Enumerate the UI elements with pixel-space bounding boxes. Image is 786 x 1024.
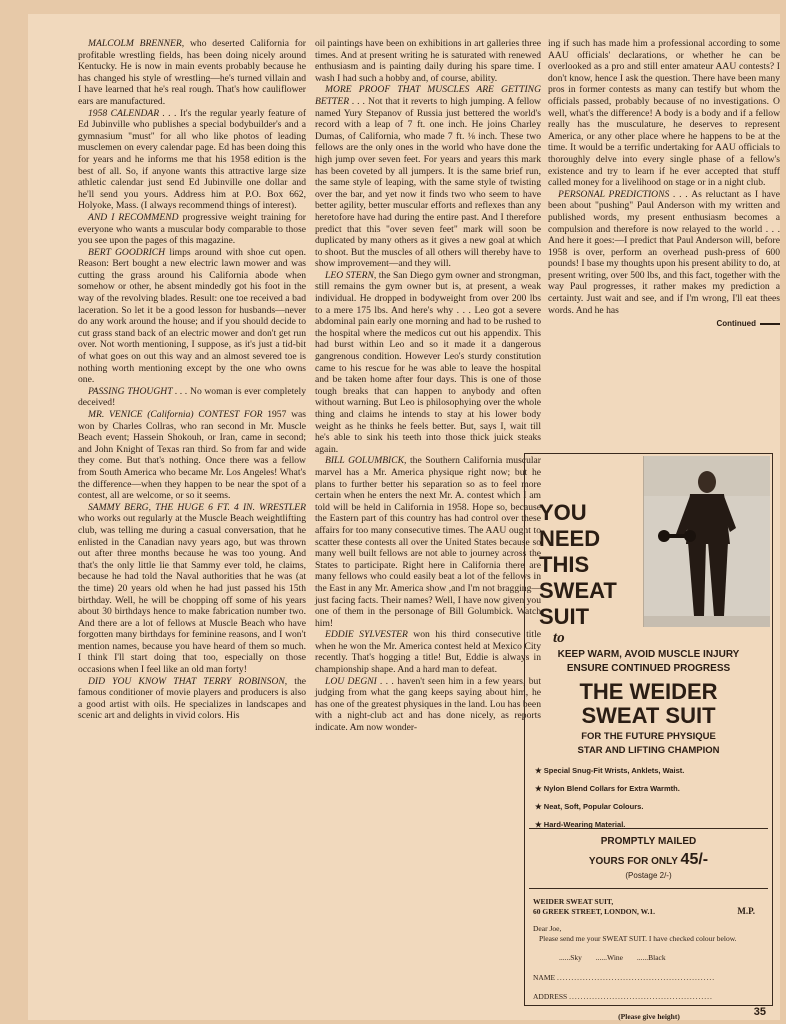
page-number: 35 <box>753 1006 766 1018</box>
paragraph-text: haven't seen him in a few years, but judging from what the gang keeps saying about him, he has one of the greatest physiques in the land. Lou has been with a night-club act and has done nicely, as reports indicate. Am now wonder- <box>315 675 541 734</box>
paragraph-text: the famous conditioner of movie players and producers is also a good artist with oils. He specializes in landscapes and scenic art and delights in vivid colors. His <box>78 675 306 722</box>
title-line-1: THE WEIDER <box>579 679 718 704</box>
article-paragraph <box>78 108 306 212</box>
address-field[interactable] <box>533 992 765 1002</box>
article-paragraph <box>78 247 306 386</box>
feature-item: ★ Neat, Soft, Popular Colours. <box>535 802 644 811</box>
headline-word: NEED <box>539 526 601 551</box>
price-line <box>525 851 772 871</box>
name-dots: ....................................................... <box>556 972 716 982</box>
headline-word: SUIT <box>539 604 590 629</box>
column-3 <box>548 38 780 330</box>
article-paragraph <box>78 212 306 247</box>
article-paragraph <box>78 38 306 108</box>
article-paragraph <box>78 386 306 409</box>
continued-label: Continued <box>716 319 756 329</box>
article-paragraph <box>78 676 306 722</box>
tagline-line-2: ENSURE CONTINUED PROGRESS <box>566 663 731 674</box>
price-label: YOURS FOR ONLY <box>588 856 678 867</box>
column-2 <box>315 38 541 734</box>
continued-note <box>548 318 780 330</box>
advert-title <box>525 680 772 728</box>
athlete-photo <box>643 456 770 627</box>
colour-option-black[interactable]: ......Black <box>636 953 666 962</box>
coupon-address-2-text: 60 GREEK STREET, LONDON, W.1. <box>533 906 655 916</box>
title-line-2: SWEAT SUIT <box>581 703 716 728</box>
article-paragraph <box>78 502 306 676</box>
postage: (Postage 2/-) <box>625 871 672 880</box>
advert-to: to <box>553 630 565 646</box>
paragraph-text: oil paintings have been on exhibitions in art galleries three times. And at present writing he is saturated with renewed enthusiasm and is painting daily during his spare time. I wash I had such a hobby and, of course, ability. <box>315 38 541 84</box>
article-paragraph <box>315 629 541 675</box>
headline-word: YOU <box>539 500 587 525</box>
name-field[interactable] <box>533 973 765 983</box>
height-note: (Please give height) <box>618 1011 680 1021</box>
article-paragraph <box>315 84 541 270</box>
paragraph-lead: BERT GOODRICH <box>88 246 166 258</box>
divider <box>529 888 768 889</box>
paragraph-text: who works out regularly at the Muscle Beach weightlifting club, was telling me during a casual conversation, that he enlisted in the Canadian navy years ago, but was thrown out after three months because he was too young. And that's the only little lie that Sammy ever told, he claims, because he had told the Naval authorities that he was (at the time) 20 years old when he had just passed his 15th birthday. Well, he will be chopping off some of his years about 30 birthdays hence to make fabrication number two. And there are a lot of fellows at Muscle Beach who have forgotten many birthdays for feminine reasons, and I won't mention names, because you have heard of them so much. I think I'll start doing that too, especially on those occasions when I feel like an old man forty! <box>78 513 306 676</box>
paragraph-text: the Southern California muscular marvel has a Mr. America physique right now; but he plans to further better his separation so as to feel more certain when he enters the next Mr. A. contest which I am told will be held in California in 1958. Hope so, because the Eastern part of this country has had control over these affairs for too many consecutive times. The AAU ought to scatter these contests all over the United States because so many well built fellows are not able to journey across the States to participate. Right here in California there are many fellows who could easily beat a lot of the fellows in the East in any Mr. America show ,and I'm not bragging—just facing facts. Their names? Well, I have now given you one of them in the personage of Bill Golumbick. Watch him! <box>315 455 541 629</box>
paragraph-lead: PASSING THOUGHT . . . <box>88 385 188 397</box>
paragraph-text: 1957 was won by Charles Collras, who ran second in Mr. Muscle Beach event; Hassein Shokouh, or Iran, came in second; and John Knight of Texas ran third. So from far and wide they come. But that's nothing. Once there was a fellow from South America who became Mr. Los Angeles! What's the difference—when they happen to be near the spot of a contest, all are welcome, or so it seems. <box>78 409 306 502</box>
paragraph-text: progressive weight training for everyone who wants a muscular body comparable to those you see upon the pages of this magazine. <box>78 211 306 247</box>
paragraph-text: the San Diego gym owner and strongman, still remains the gym owner but is, at present, a weak individual. He dropped in bodyweight from over 200 lbs to a mere 175 lbs. And here's why . . . Leo got a severe abdominal pain early one morning and had to be rushed to the hospital where the medicos cut out his appendix. This had burst within Leo and so it made it a dangerous gangrenous condition. However Leo's sturdy constitution came to his rescue for he was able to leave the hospital and be taken home after four days. This is one of those tough breaks that can happen to anybody and often without warning. But Leo is philosophying over the whole thing and claims he intends to stay at his lower body weight as he thinks he feels better. But, says I, wait till he's able to sink his teeth into those thick juick steaks again. <box>315 269 541 455</box>
paragraph-lead: MALCOLM BRENNER, <box>88 38 185 49</box>
article-paragraph <box>548 189 780 317</box>
paragraph-text: who deserted California for profitable wrestling fields, has been doing nicely around Kentucky. He is now in main events probably because he has changed his style of wrestling—he's turned villain and I have learned that he's real rough. That's how cauliflower ears are manufactured. <box>78 38 306 107</box>
feature-item: ★ Hard-Wearing Material. <box>535 820 626 829</box>
article-paragraph <box>78 409 306 502</box>
coupon-body: Please send me your SWEAT SUIT. I have checked colour below. <box>539 933 737 943</box>
paragraph-lead: DID YOU KNOW THAT TERRY ROBINSON, <box>88 675 288 687</box>
headline-word: THIS <box>539 552 590 577</box>
paragraph-text: ing if such has made him a professional according to some AAU officials' declarations, or whether he can be overlooked as a pro and still enter amateur AAU contests? I don't know, hence I ask the question. There have been many pros in former contests as many can testify but whom the officials passed, probably because of no investigations. O well, what's the difference! A body is a body and if a fellow really has the musculature, he deserves to represent America, or any other place where he happens to be at the time. It would be a terrific undertaking for AAU officials to thoroughly delve into every single phase of a fellow's existence and try to learn if he ever accepted that stuff called money for a livelihood on stage or in a night club. <box>548 38 780 189</box>
order-coupon <box>533 897 765 1021</box>
name-label: NAME <box>533 972 556 982</box>
address-dots: .................................................. <box>569 992 713 1001</box>
article-paragraph <box>315 676 541 734</box>
arrow-right-icon <box>760 323 780 325</box>
paragraph-lead: LOU DEGNI . . . <box>325 675 395 687</box>
advert-subtitle <box>525 730 772 758</box>
advert-tagline <box>525 648 772 676</box>
paragraph-text: It's the regular yearly feature of Ed Jubinville who publishes a special bodybuilder's and a gymnasium "must" for all who like photos of leading musclemen on every calendar page. Ed has been doing this for years and he informs me that his 1958 edition is the best of all. So, if anyone wants this attractive large size athletic calendar just send Ed Jubinville one dollar and he'll send you yours. Address him at P.O. Box 662, Holyoke, Mass. (I always recommend things of interest). <box>78 107 307 212</box>
advert-headline <box>539 500 639 630</box>
paragraph-text: limps around with shoe cut open. Reason: Bert bought a new electric lawn mower and was cutting the grass around his California abode when somehow or other, he absent mindedly got his foot in the way of the revolving blades. Result: one toe received a bad laceration. So let it be a good lesson for husbands—never do any work around the house; and if you should decide to cut grass stand back of an electric mower and don't get run over. Not worth mentioning, I suppose, as it's just a tid-bit of what goes on out this way and an almost severed toe is nothing worth mentioning except by the one who owns one. <box>78 246 306 386</box>
price-block <box>525 833 772 881</box>
paragraph-lead: EDDIE SYLVESTER <box>325 629 408 641</box>
paragraph-text: won his third consecutive title when he won the Mr. America contest held at Mexico City recently. That's hogging a title! But, Eddie is always in championship shape. And a hard man to defeat. <box>315 629 541 676</box>
coupon-code: M.P. <box>737 905 755 916</box>
column-1 <box>78 38 306 722</box>
paragraph-lead: MORE PROOF THAT MUSCLES ARE GETTING BETTER . . . <box>315 84 541 107</box>
paragraph-lead: MR. VENICE (California) CONTEST FOR <box>88 409 263 420</box>
paragraph-lead: AND I RECOMMEND <box>88 211 179 223</box>
paragraph-lead: LEO STERN, <box>325 269 377 281</box>
colour-option-sky[interactable]: ......Sky <box>559 953 582 962</box>
paragraph-lead: 1958 CALENDAR . . . <box>88 107 177 119</box>
divider <box>529 828 768 829</box>
paragraph-lead: BILL GOLUMBICK, <box>325 455 407 467</box>
feature-item: ★ Nylon Blend Collars for Extra Warmth. <box>535 784 680 793</box>
promptly-mailed: PROMPTLY MAILED <box>600 836 697 847</box>
coupon-address-2 <box>533 907 765 917</box>
paragraph-text: Not that it reverts to high jumping. A fellow named Yury Stepanov of Russia just bettered the world's record with a leap of 7 ft. one inch. He joins Charley Dumas, of California, who made 7 ft. ⅛ inch. These two fellows are the only ones in the world who have done the high jump over seven feet. For years and years this mark has been coveted by all jumpers. It is the same brief run, the same style of leaping, with the same style of twisting over the bar, and yet now it finds two who seem to have better agility, better muscular efforts and reflexes than any heretofore have had during the entire past. And I therefore predict that this "over seven feet" mark will soon be duplicated by many others as it gives a new goal at which to shoot. But the muscles of all others will thereby have to show improvement—and they will. <box>315 95 541 270</box>
paragraph-text: As reluctant as I have been about "pushing" Paul Anderson with my written and published words, my present enthusiasm becomes a compulsion and therefore is now relayed to the world . . . And here it goes:—I predict that Paul Anderson will, before 1958 is over, perform an overhead push-press of 600 pounds! I base my thoughts upon his present ability to do, at present writing, over 500 lbs, and this fact, together with the way Paul progresses, it rather makes my prediction a certainty. Just wait and see, and if I'm wrong, I'll eat thees words. And he has <box>548 188 780 316</box>
article-paragraph <box>315 38 541 84</box>
subtitle-line-1: FOR THE FUTURE PHYSIQUE <box>581 731 716 742</box>
article-paragraph <box>548 38 780 189</box>
article-paragraph <box>315 455 541 629</box>
coupon-address-1: WEIDER SWEAT SUIT, <box>533 897 614 906</box>
feature-item: ★ Special Snug-Fit Wrists, Anklets, Waist. <box>535 766 685 775</box>
athlete-figure-image <box>644 456 770 627</box>
address-label: ADDRESS <box>533 992 568 1001</box>
paragraph-text: No woman is ever completely deceived! <box>78 385 306 409</box>
coupon-salutation: Dear Joe, <box>533 924 562 933</box>
tagline-line-1: KEEP WARM, AVOID MUSCLE INJURY <box>557 649 740 660</box>
headline-word: SWEAT <box>539 578 617 603</box>
article-paragraph <box>315 270 541 456</box>
colour-option-wine[interactable]: ......Wine <box>595 953 623 962</box>
subtitle-line-2: STAR AND LIFTING CHAMPION <box>577 745 720 756</box>
colour-options <box>559 953 765 963</box>
price-value: 45/- <box>680 851 709 868</box>
paragraph-lead: PERSONAL PREDICTIONS . . . <box>558 188 688 200</box>
paragraph-lead: SAMMY BERG, THE HUGE 6 FT. 4 IN. WRESTLER <box>88 501 306 513</box>
